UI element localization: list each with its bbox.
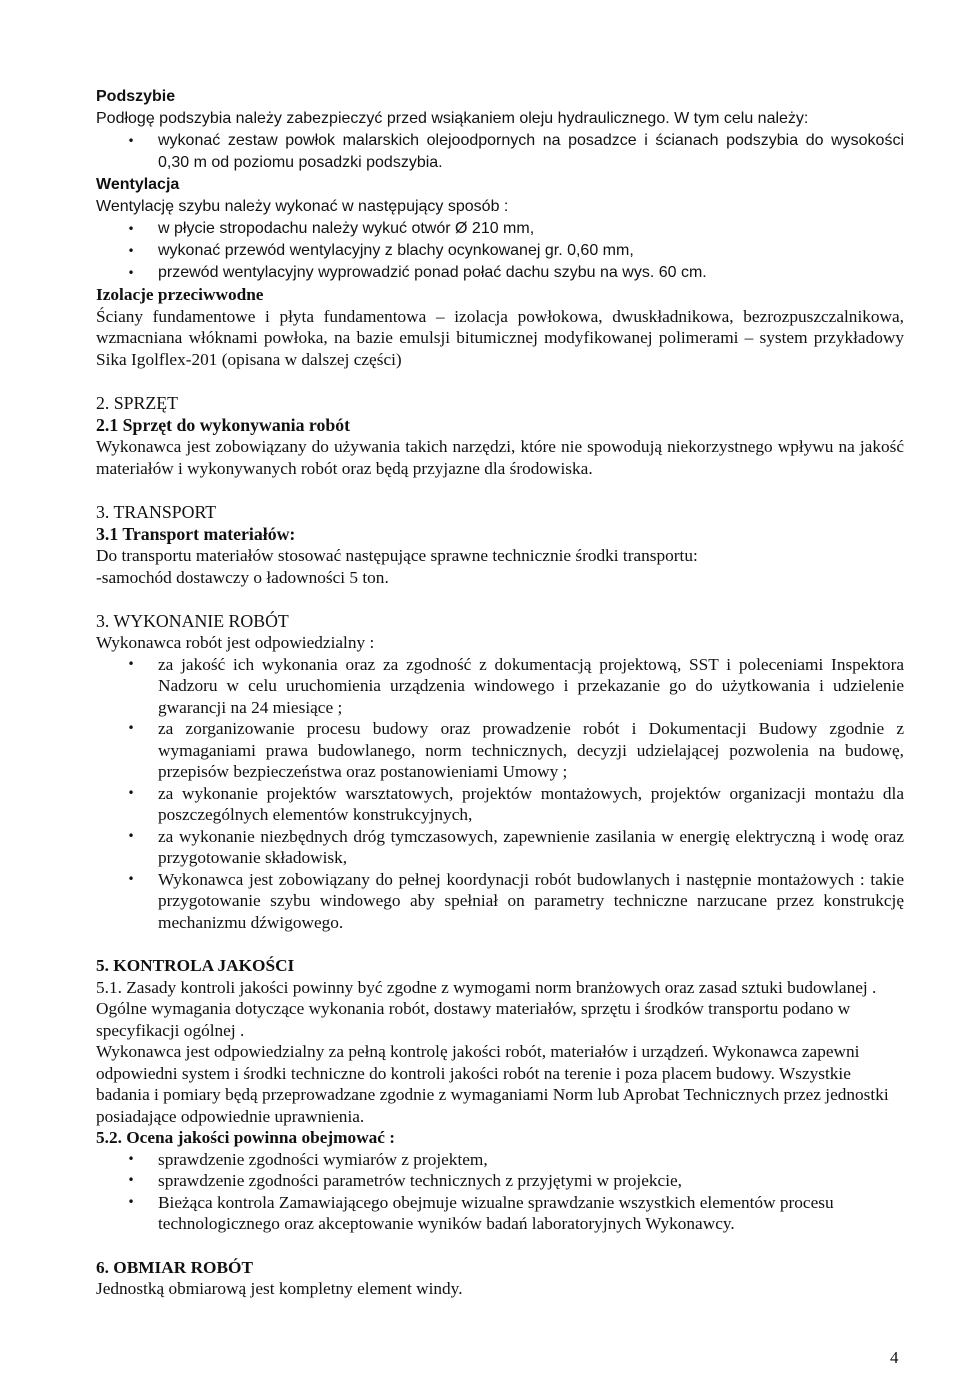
wentylacja-intro: Wentylację szybu należy wykonać w następujący sposób : (96, 198, 509, 215)
section-kontrola (96, 955, 904, 1235)
kontrola-paragraph-1: 5.1. Zasady kontroli jakości powinny być zgodne z wymogami norm branżowych oraz zasad sztuki budowlanej . Ogólne wymagania dotyczące wykonania robót, dostawy materiałów, sprzętu i środków transportu podano w specyfikacji ogólnej . (96, 977, 877, 1040)
bullet-icon: • (127, 871, 135, 886)
list-item: • sprawdzenie zgodności wymiarów z projektem, (127, 1149, 488, 1169)
section-title-wentylacja: Wentylacja (96, 176, 180, 193)
kontrola-paragraph-2: Wykonawca jest odpowiedzialny za pełną kontrolę jakości robót, materiałów i urządzeń. Wykonawca zapewni odpowiedni system i środki techniczne do kontroli jakości robót na terenie i poza placem budowy. Wszystkie badania i pomiary będą przeprowadzane zgodnie z wymaganiami Norm lub Aprobat Technicznych przez jednostki posiadające odpowiednie uprawnienia. (96, 1042, 889, 1126)
subsection-title-transport: 3.1 Transport materiałów: (96, 524, 296, 544)
subsection-title-sprzet: 2.1 Sprzęt do wykonywania robót (96, 415, 351, 435)
bullet-icon: • (127, 244, 135, 258)
bullet-icon: • (127, 222, 135, 236)
bullet-icon: • (127, 1173, 135, 1187)
transport-line-2: -samochód dostawczy o ładowności 5 ton. (96, 567, 389, 587)
list-item: • wykonać zestaw powłok malarskich olejoodpornych na posadzce i ścianach podszybia do wysokości 0,30 m od poziomu posadzki podszybia. (127, 132, 904, 171)
wykonanie-intro: Wykonawca robót jest odpowiedzialny : (96, 633, 375, 652)
list-item: • sprawdzenie zgodności parametrów technicznych z przyjętymi w projekcie, (127, 1171, 682, 1190)
section-wentylacja (96, 174, 904, 284)
bullet-icon: • (127, 828, 135, 843)
section-sprzet (96, 392, 904, 479)
bullet-icon: • (127, 721, 135, 735)
izolacje-text: Ściany fundamentowe i płyta fundamentowa – izolacja powłokowa, dwuskładnikowa, bezrozpuszczalnikowa, wzmacniana włóknami powłoka, na bazie emulsji bitumicznej modyfikowanej polimerami – system przykładowy Sika Igolflex-201 (opisana w dalszej części) (96, 306, 904, 369)
list-item: • przewód wentylacyjny wyprowadzić ponad połać dachu szybu na wys. 60 cm. (96, 262, 904, 284)
transport-line-1: Do transportu materiałów stosować następujące sprawne technicznie środki transportu: (96, 546, 698, 565)
podszybie-intro: Podłogę podszybia należy zabezpieczyć przed wsiąkaniem oleju hydraulicznego. W tym celu należy: (96, 110, 809, 127)
section-title-izolacje: Izolacje przeciwwodne (96, 285, 264, 304)
section-izolacje (96, 284, 904, 370)
bullet-icon: • (127, 1151, 135, 1166)
section-obmiar (96, 1257, 904, 1300)
section-title-kontrola: 5. KONTROLA JAKOŚCI (96, 956, 295, 975)
list-item: • za wykonanie niezbędnych dróg tymczasowych, zapewnienie zasilania w energię elektryczną i wodę oraz przygotowanie składowisk, (127, 826, 904, 867)
section-title-sprzet: 2. SPRZĘT (96, 393, 179, 413)
page-number: 4 (890, 1348, 899, 1367)
section-title-podszybie: Podszybie (96, 88, 176, 105)
list-item: • za wykonanie projektów warsztatowych, projektów montażowych, projektów organizacji montażu dla poszczególnych elementów konstrukcyjnych, (127, 783, 904, 824)
list-item: • za zorganizowanie procesu budowy oraz prowadzenie robót i Dokumentacji Budowy zgodnie z wymaganiami prawa budowlanego, norm technicznych, decyzji udzielającej pozwolenia na budowę, przepisów bezpieczeństwa oraz postanowieniami Umowy ; (127, 719, 904, 781)
document-page (96, 86, 904, 1300)
list-item: • Bieżąca kontrola Zamawiającego obejmuje wizualne sprawdzanie wszystkich elementów procesu technologicznego oraz akceptowanie wyników badań laboratoryjnych Wykonawcy. (127, 1192, 834, 1233)
section-wykonanie (96, 610, 904, 933)
subsection-title-ocena: 5.2. Ocena jakości powinna obejmować : (96, 1128, 396, 1147)
list-item: • w płycie stropodachu należy wykuć otwór Ø 210 mm, (96, 218, 904, 240)
bullet-icon: • (127, 1194, 135, 1209)
list-item: • za jakość ich wykonania oraz za zgodność z dokumentacją projektową, SST i poleceniami Inspektora Nadzoru w celu uruchomienia urządzenia windowego i przekazanie go do użytkowania i udzielenie gwarancji na 24 miesiące ; (127, 654, 904, 717)
bullet-icon: • (127, 134, 135, 148)
section-podszybie (96, 86, 904, 174)
section-title-obmiar: 6. OBMIAR ROBÓT (96, 1257, 253, 1277)
list-item: • wykonać przewód wentylacyjny z blachy ocynkowanej gr. 0,60 mm, (96, 240, 904, 262)
bullet-icon: • (127, 785, 135, 800)
bullet-icon: • (127, 266, 135, 280)
section-title-transport: 3. TRANSPORT (96, 502, 217, 522)
section-title-wykonanie: 3. WYKONANIE ROBÓT (96, 611, 289, 631)
obmiar-text: Jednostką obmiarową jest kompletny element windy. (96, 1279, 463, 1298)
sprzet-text: Wykonawca jest zobowiązany do używania takich narzędzi, które nie spowodują niekorzystnego wpływu na jakość materiałów i wykonywanych robót oraz będą przyjazne dla środowiska. (96, 437, 904, 478)
list-item: • Wykonawca jest zobowiązany do pełnej koordynacji robót budowlanych i następnie montażowych : takie przygotowanie szybu windowego aby spełniał on parametry techniczne narzucane przez konstrukcję mechanizmu dźwigowego. (127, 869, 904, 932)
bullet-icon: • (127, 656, 135, 671)
section-transport (96, 501, 904, 588)
